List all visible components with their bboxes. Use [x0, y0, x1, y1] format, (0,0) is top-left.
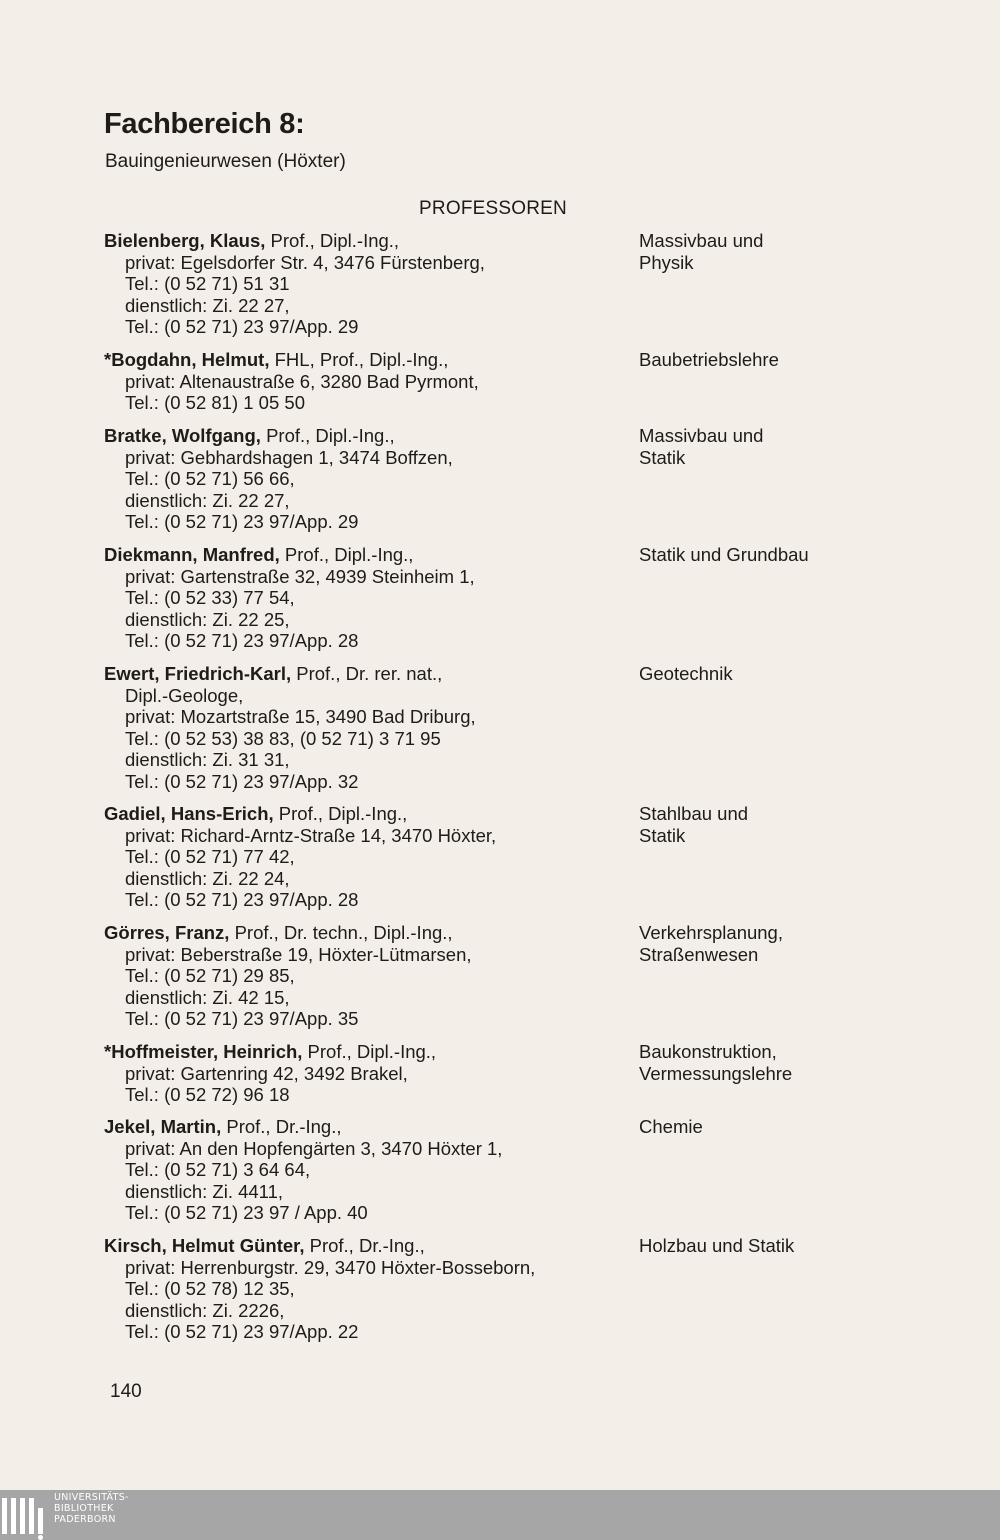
subject-area: Massivbau und Statik	[639, 425, 764, 468]
contact-line: dienstlich: Zi. 22 27,	[125, 489, 290, 511]
contact-line: Tel.: (0 52 71) 23 97/App. 29	[125, 511, 359, 533]
logo-line: BIBLIOTHEK	[54, 1503, 114, 1514]
contact-line: privat: Beberstraße 19, Höxter-Lütmarsen,	[125, 943, 472, 965]
contact-line: Tel.: (0 52 71) 29 85,	[125, 965, 295, 987]
subject-area: Baukonstruktion, Vermessungslehre	[639, 1041, 793, 1084]
contact-line: Tel.: (0 52 71) 23 97 / App. 40	[125, 1202, 368, 1224]
subject-area: Chemie	[639, 1116, 703, 1137]
contact-line: privat: Herrenburgstr. 29, 3470 Höxter-Bosseborn,	[125, 1256, 536, 1278]
professor-title: Prof., Dr. techn., Dipl.-Ing.,	[229, 922, 453, 943]
professor-name: Bogdahn, Helmut,	[111, 349, 270, 370]
professor-name: Gadiel, Hans-Erich,	[104, 803, 274, 824]
contact-line: Tel.: (0 52 71) 23 97/App. 29	[125, 316, 359, 338]
page-subtitle: Bauingenieurwesen (Höxter)	[105, 151, 346, 172]
contact-line: Tel.: (0 52 71) 3 64 64,	[125, 1159, 311, 1181]
contact-line: Tel.: (0 52 71) 23 97/App. 28	[125, 630, 359, 652]
logo-line: PADERBORN	[54, 1514, 116, 1525]
footnote-marker: *	[104, 1041, 112, 1062]
professor-title: Prof., Dipl.-Ing.,	[265, 230, 400, 251]
logo-line: UNIVERSITÄTS-	[54, 1492, 129, 1503]
contact-line: Tel.: (0 52 72) 96 18	[125, 1084, 290, 1106]
professor-entry	[104, 803, 884, 911]
contact-line: dienstlich: Zi. 42 15,	[125, 986, 290, 1008]
contact-line: dienstlich: Zi. 31 31,	[125, 749, 290, 771]
professor-name: Diekmann, Manfred,	[104, 544, 280, 565]
library-footer	[0, 1490, 1000, 1540]
contact-line: privat: An den Hopfengärten 3, 3470 Höxter 1,	[125, 1137, 503, 1159]
subject-area: Statik und Grundbau	[639, 544, 809, 565]
contact-line: privat: Gartenstraße 32, 4939 Steinheim 1,	[125, 565, 475, 587]
contact-line: dienstlich: Zi. 22 27,	[125, 294, 290, 316]
contact-line: Tel.: (0 52 33) 77 54,	[125, 587, 295, 609]
contact-line: Dipl.-Geologe,	[125, 684, 244, 706]
professor-name: Ewert, Friedrich-Karl,	[104, 663, 292, 684]
library-logo-text	[54, 1492, 129, 1525]
contact-line: Tel.: (0 52 71) 23 97/App. 28	[125, 889, 359, 911]
contact-line: dienstlich: Zi. 4411,	[125, 1180, 284, 1202]
professor-entry	[104, 1116, 884, 1224]
contact-line: Tel.: (0 52 81) 1 05 50	[125, 392, 305, 414]
professor-title: FHL, Prof., Dipl.-Ing.,	[269, 349, 449, 370]
professor-title: Prof., Dr.-Ing.,	[304, 1235, 425, 1256]
contact-line: Tel.: (0 52 71) 56 66,	[125, 468, 295, 490]
contact-line: Tel.: (0 52 53) 38 83, (0 52 71) 3 71 95	[125, 727, 441, 749]
professor-title: Prof., Dipl.-Ing.,	[302, 1041, 437, 1062]
professor-entry	[104, 349, 884, 414]
footnote-marker: *	[104, 349, 112, 370]
contact-line: dienstlich: Zi. 22 24,	[125, 867, 290, 889]
subject-area: Massivbau und Physik	[639, 230, 764, 273]
professor-name: Görres, Franz,	[104, 922, 230, 943]
contact-line: privat: Mozartstraße 15, 3490 Bad Driburg,	[125, 706, 476, 728]
professor-entry	[104, 1235, 884, 1343]
professor-entry	[104, 425, 884, 533]
subject-area: Stahlbau und Statik	[639, 803, 749, 846]
contact-line: Tel.: (0 52 71) 77 42,	[125, 846, 295, 868]
page-title: Fachbereich 8:	[104, 108, 305, 140]
section-title: PROFESSOREN	[419, 198, 567, 219]
contact-line: Tel.: (0 52 71) 23 97/App. 32	[125, 770, 359, 792]
professor-title: Prof., Dipl.-Ing.,	[273, 803, 408, 824]
contact-line: Tel.: (0 52 71) 23 97/App. 22	[125, 1321, 359, 1343]
professor-name: Kirsch, Helmut Günter,	[104, 1235, 305, 1256]
professor-title: Prof., Dipl.-Ing.,	[279, 544, 414, 565]
contact-line: privat: Altenaustraße 6, 3280 Bad Pyrmont,	[125, 370, 479, 392]
professor-title: Prof., Dipl.-Ing.,	[260, 425, 395, 446]
professor-entry	[104, 1041, 884, 1106]
contact-line: privat: Gebhardshagen 1, 3474 Boffzen,	[125, 446, 453, 468]
contact-line: Tel.: (0 52 71) 23 97/App. 35	[125, 1008, 359, 1030]
subject-area: Baubetriebslehre	[639, 349, 779, 370]
professor-title: Prof., Dr. rer. nat.,	[291, 663, 443, 684]
contact-line: Tel.: (0 52 78) 12 35,	[125, 1278, 295, 1300]
subject-area: Geotechnik	[639, 663, 733, 684]
contact-line: privat: Egelsdorfer Str. 4, 3476 Fürstenberg,	[125, 251, 485, 273]
professor-name: Bielenberg, Klaus,	[104, 230, 266, 251]
contact-line: privat: Richard-Arntz-Straße 14, 3470 Höxter,	[125, 824, 497, 846]
professor-name: Jekel, Martin,	[104, 1116, 222, 1137]
professor-entry	[104, 230, 884, 338]
contact-line: dienstlich: Zi. 22 25,	[125, 608, 290, 630]
contact-line: Tel.: (0 52 71) 51 31	[125, 273, 290, 295]
contact-line: dienstlich: Zi. 2226,	[125, 1299, 285, 1321]
library-logo-icon	[2, 1490, 50, 1540]
professor-entry	[104, 544, 884, 652]
professor-name: Bratke, Wolfgang,	[104, 425, 261, 446]
professor-entry	[104, 663, 884, 793]
subject-area: Holzbau und Statik	[639, 1235, 795, 1256]
page-number: 140	[110, 1381, 142, 1402]
professor-entry	[104, 922, 884, 1030]
professor-name: Hoffmeister, Heinrich,	[111, 1041, 303, 1062]
professor-title: Prof., Dr.-Ing.,	[221, 1116, 342, 1137]
contact-line: privat: Gartenring 42, 3492 Brakel,	[125, 1062, 408, 1084]
subject-area: Verkehrsplanung, Straßenwesen	[639, 922, 783, 965]
